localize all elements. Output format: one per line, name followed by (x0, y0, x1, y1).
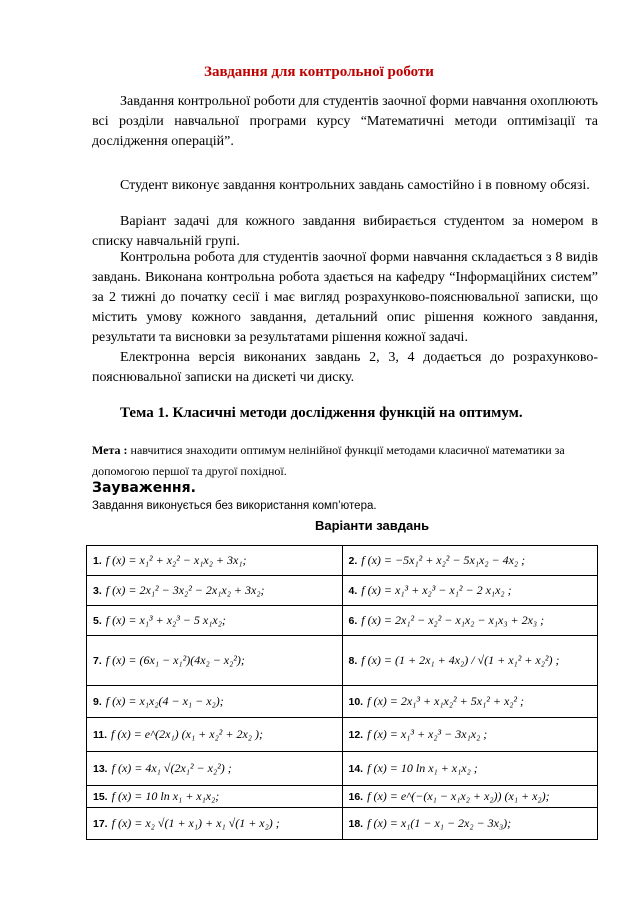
variant-cell: 2. f (x) = −5x₁² + x₂² − 5x₁x₂ − 4x₂ ; (342, 546, 598, 576)
goal-label: Мета : (92, 443, 128, 457)
table-row (87, 576, 598, 606)
variant-cell: 4. f (x) = x₁³ + x₂³ − x₁² − 2 x₁x₂ ; (342, 576, 598, 606)
variant-cell: 12. f (x) = x₁³ + x₂³ − 3x₁x₂ ; (342, 718, 598, 752)
variant-cell: 16. f (x) = e^(−(x₁ − x₁x₂ + x₂)) (x₁ + x₂); (342, 786, 598, 808)
paragraph-2: Варіант задачі для кожного завдання вибирається студентом за номером в списку навчальній групі. (92, 214, 598, 249)
table-row (87, 546, 598, 576)
variant-cell: 14. f (x) = 10 ln x₁ + x₁x₂ ; (342, 752, 598, 786)
variant-cell: 9. f (x) = x₁x₂(4 − x₁ − x₂); (87, 686, 343, 718)
variant-cell: 7. f (x) = (6x₁ − x₁²)(4x₂ − x₂²); (87, 636, 343, 686)
variant-cell: 13. f (x) = 4x₁ √(2x₁² − x₂²) ; (87, 752, 343, 786)
variant-cell: 1. f (x) = x₁² + x₂² − x₁x₂ + 3x₁; (87, 546, 343, 576)
goal-text: навчитися знаходити оптимум нелінійної функції методами класичної математики за допомогою першої та другої похідної. (92, 443, 565, 478)
variant-cell: 15. f (x) = 10 ln x₁ + x₁x₂; (87, 786, 343, 808)
table-row (87, 786, 598, 808)
variant-cell: 18. f (x) = x₁(1 − x₁ − 2x₂ − 3x₃); (342, 808, 598, 840)
intro-paragraph: Завдання контрольної роботи для студентів заочної форми навчання охоплюють всі розділи навчальної програми курсу “Математичні методи оптимізації та дослідження операцій”. (92, 94, 598, 149)
notes-heading: Зауваження. (92, 480, 196, 496)
table-row (87, 636, 598, 686)
topic-heading: Тема 1. Класичні методи дослідження функцій на оптимум. (120, 405, 523, 421)
variant-cell: 5. f (x) = x₁³ + x₂³ − 5 x₁x₂; (87, 606, 343, 636)
variants-table (86, 545, 598, 840)
table-row (87, 718, 598, 752)
variant-cell: 6. f (x) = 2x₁² − x₂² − x₁x₂ − x₁x₃ + 2x₃ ; (342, 606, 598, 636)
variant-cell: 8. f (x) = (1 + 2x₁ + 4x₂) / √(1 + x₁² + x₂²) ; (342, 636, 598, 686)
notes-text: Завдання виконується без використання комп’ютера. (92, 500, 377, 512)
paragraph-1: Студент виконує завдання контрольних завдань самостійно і в повному обсязі. (120, 178, 590, 193)
table-row (87, 808, 598, 840)
paragraph-3: Контрольна робота для студентів заочної форми навчання складається з 8 видів завдань. Виконана контрольна робота здається на кафедру “Інформаційних систем” за 2 тижні до початку сесії і має вигляд розрахунково-пояснювальної записки, що містить умову кожного завдання, детальний опис рішення кожного завдання, результати та висновки за результатами рішення кожної задачі. (92, 250, 598, 345)
variants-heading: Варіанти завдань (315, 518, 430, 533)
document-title: Завдання для контрольної роботи (204, 64, 434, 80)
table-row (87, 606, 598, 636)
variant-cell: 3. f (x) = 2x₁² − 3x₂² − 2x₁x₂ + 3x₂; (87, 576, 343, 606)
variant-cell: 17. f (x) = x₂ √(1 + x₁) + x₁ √(1 + x₂) ; (87, 808, 343, 840)
table-row (87, 686, 598, 718)
table-row (87, 752, 598, 786)
paragraph-4: Електронна версія виконаних завдань 2, 3, 4 додається до розрахунково-пояснювальної записки на дискеті чи диску. (92, 350, 598, 385)
goal-block (92, 440, 598, 482)
variant-cell: 10. f (x) = 2x₁³ + x₁x₂² + 5x₁² + x₂² ; (342, 686, 598, 718)
variant-cell: 11. f (x) = e^(2x₁) (x₁ + x₂² + 2x₂ ); (87, 718, 343, 752)
